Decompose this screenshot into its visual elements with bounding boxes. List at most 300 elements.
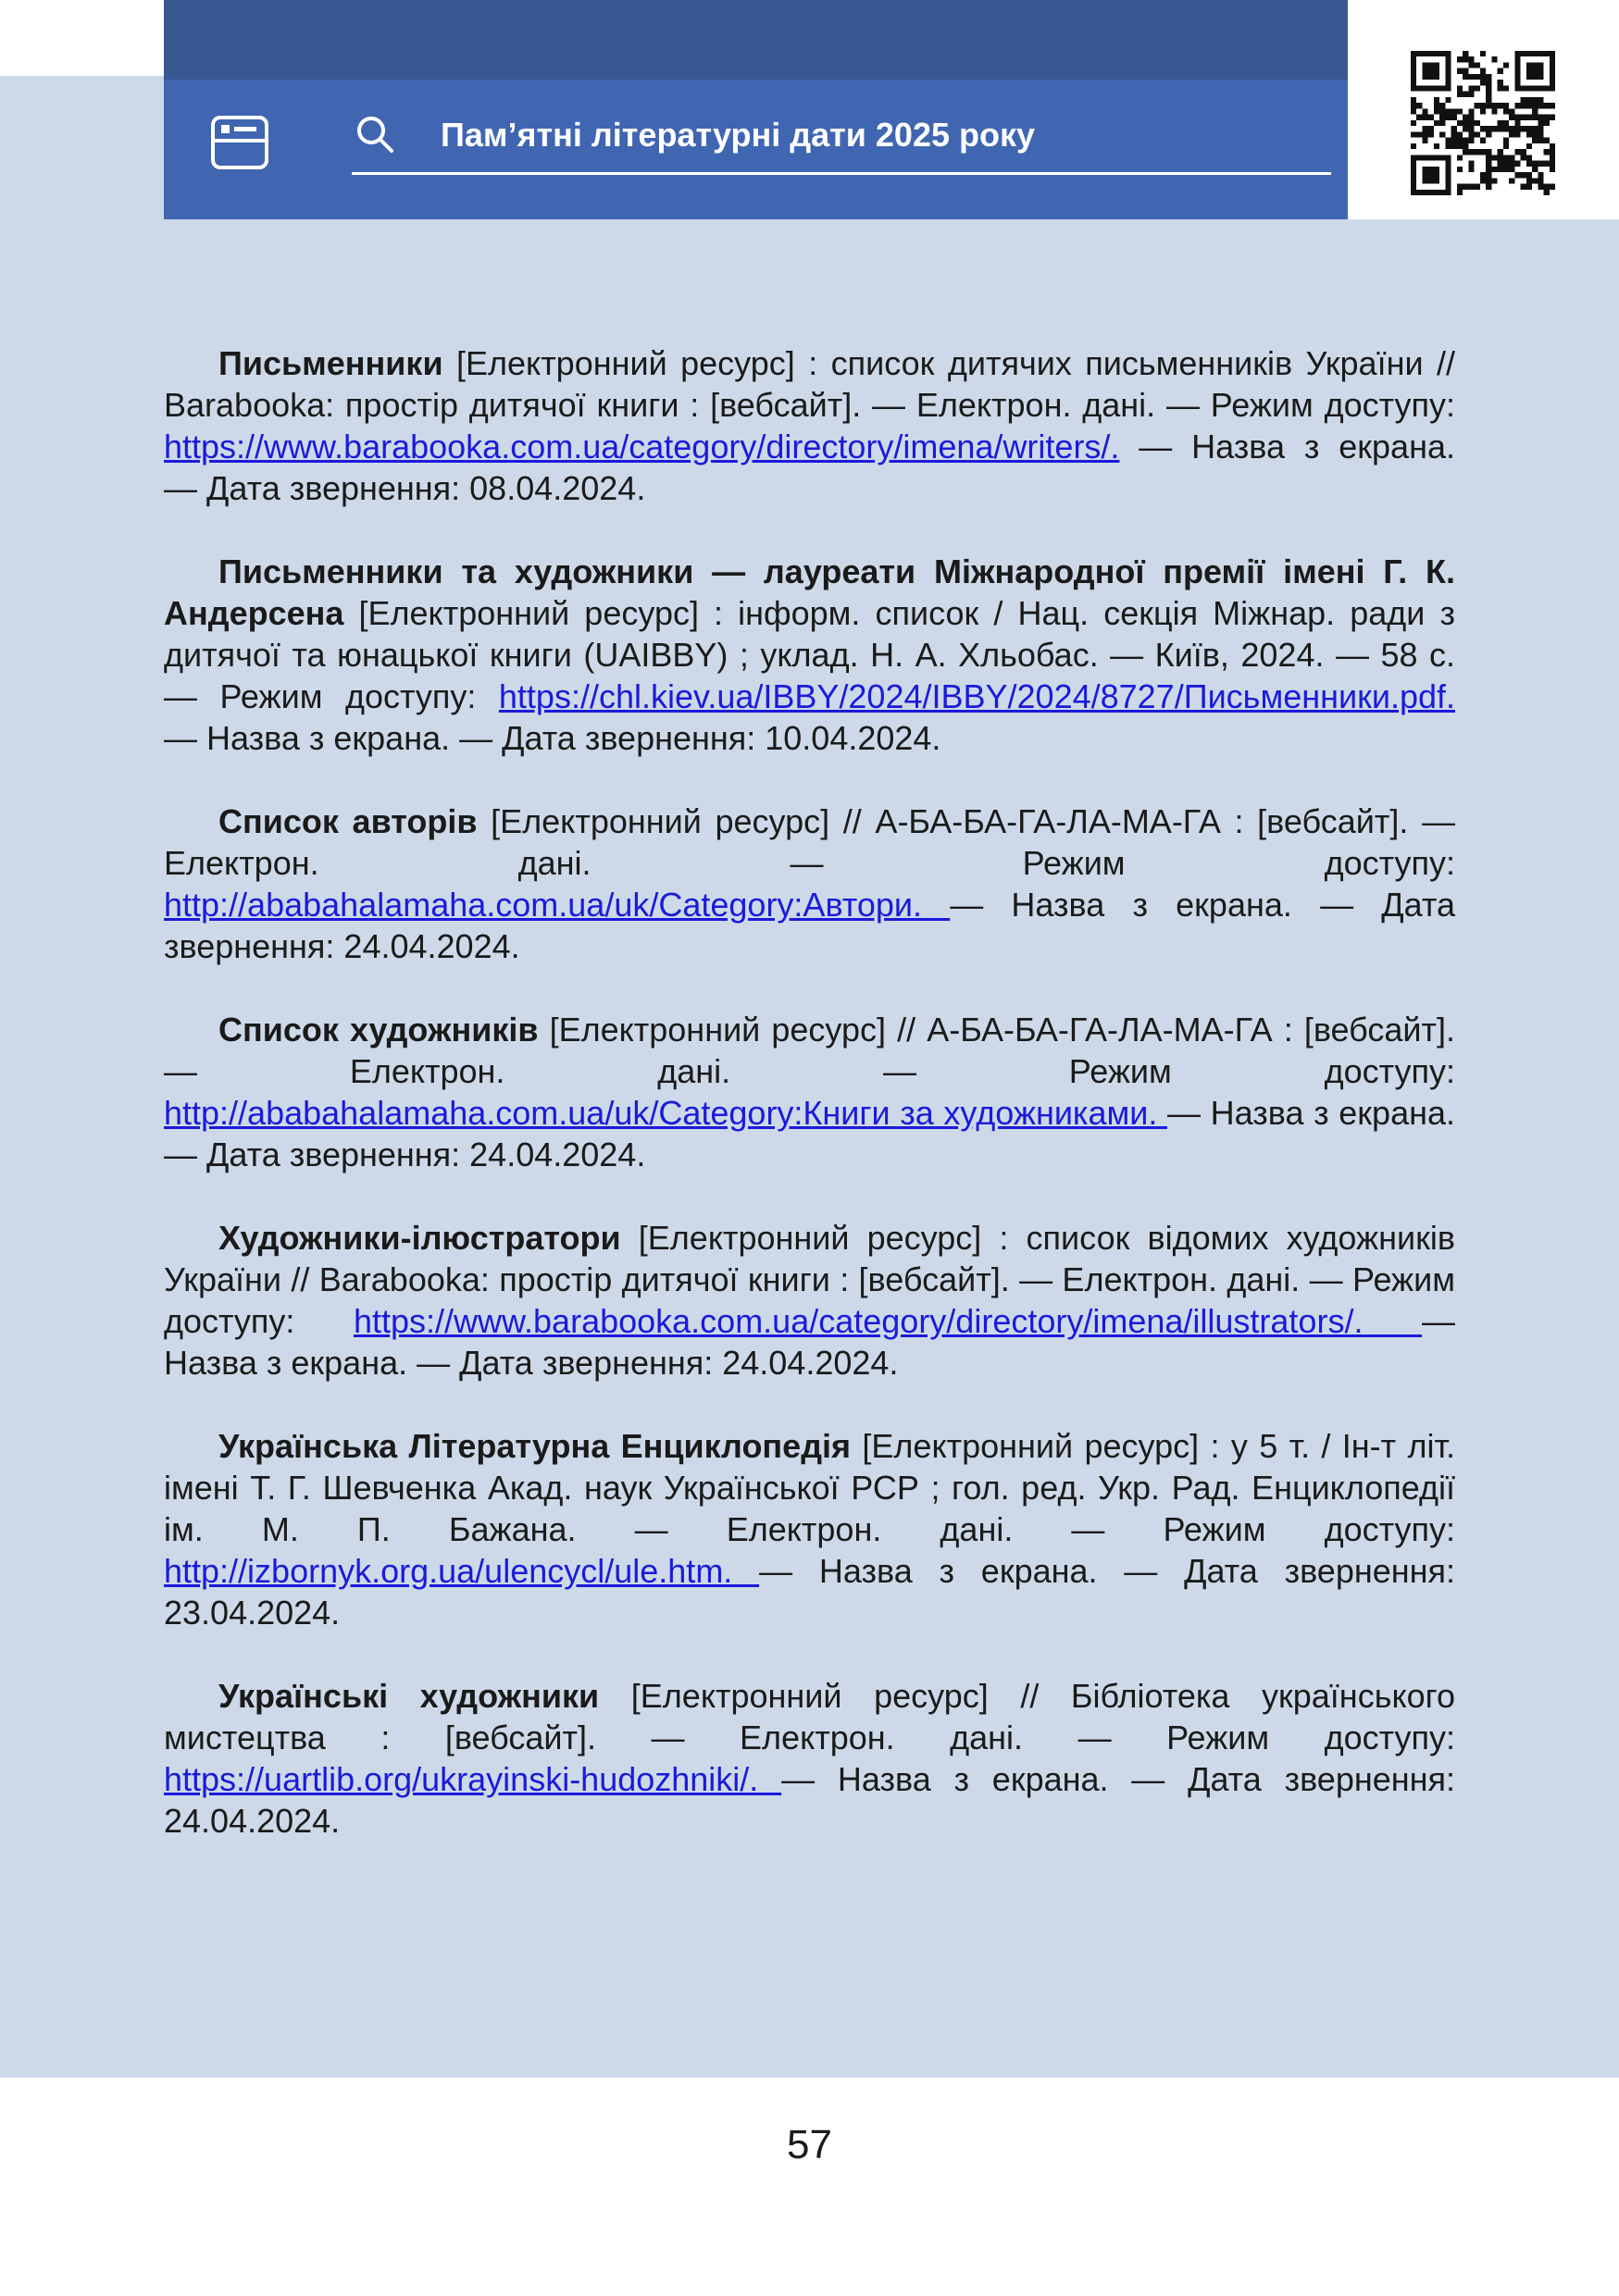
- qr-module: [1514, 56, 1520, 62]
- qr-module: [1532, 115, 1538, 120]
- qr-module: [1428, 131, 1434, 137]
- qr-module: [1521, 172, 1526, 178]
- qr-module: [1422, 172, 1427, 178]
- qr-module: [1457, 108, 1463, 114]
- qr-module: [1428, 85, 1434, 91]
- qr-module: [1538, 115, 1543, 120]
- qr-module: [1463, 120, 1468, 126]
- header-top-strip: [164, 0, 1348, 80]
- qr-module: [1526, 97, 1532, 103]
- qr-module: [1544, 161, 1550, 167]
- qr-module: [1468, 126, 1474, 131]
- qr-module: [1445, 56, 1451, 62]
- qr-module: [1457, 190, 1463, 195]
- qr-module: [1486, 97, 1491, 103]
- qr-module: [1498, 126, 1503, 131]
- entry-link[interactable]: https://chl.kiev.ua/IBBY/2024/IBBY/2024/8727/Письменники.pdf.: [498, 677, 1455, 715]
- qr-module: [1468, 161, 1474, 167]
- qr-module: [1439, 51, 1445, 56]
- qr-module: [1514, 62, 1520, 68]
- qr-module: [1514, 126, 1520, 131]
- qr-module: [1514, 68, 1520, 74]
- qr-module: [1544, 85, 1550, 91]
- entry-text: [Електронний ресурс] : список відомих художників України // Barabooka: простір дитячої книги : [вебсайт]. — Електрон. дані. — Режим доступу:: [164, 1219, 1455, 1340]
- qr-module: [1480, 80, 1486, 85]
- qr-module: [1550, 161, 1555, 167]
- qr-module: [1468, 92, 1474, 97]
- qr-module: [1503, 108, 1509, 114]
- qr-module: [1498, 103, 1503, 108]
- qr-module: [1498, 155, 1503, 160]
- qr-module: [1457, 138, 1463, 143]
- entry-link[interactable]: http://ababahalamaha.com.ua/uk/Category:Автори.: [164, 886, 951, 924]
- qr-module: [1445, 85, 1451, 91]
- qr-module: [1550, 115, 1555, 120]
- qr-module: [1514, 115, 1520, 120]
- qr-module: [1457, 155, 1463, 160]
- qr-module: [1503, 103, 1509, 108]
- qr-module: [1434, 51, 1439, 56]
- entry-link[interactable]: http://ababahalamaha.com.ua/uk/Category:Книги за художниками.: [164, 1094, 1167, 1132]
- qr-module: [1463, 149, 1468, 155]
- qr-module: [1521, 115, 1526, 120]
- qr-module: [1532, 138, 1538, 143]
- qr-module: [1526, 172, 1532, 178]
- qr-module: [1457, 184, 1463, 190]
- qr-module: [1411, 56, 1416, 62]
- entry-link[interactable]: https://www.barabooka.com.ua/category/directory/imena/writers/.: [164, 428, 1120, 465]
- qr-module: [1468, 138, 1474, 143]
- qr-module: [1416, 155, 1422, 160]
- qr-module: [1532, 103, 1538, 108]
- qr-module: [1422, 178, 1427, 183]
- qr-module: [1532, 85, 1538, 91]
- qr-module: [1411, 108, 1416, 114]
- qr-module: [1428, 51, 1434, 56]
- search-field[interactable]: [352, 109, 1331, 175]
- qr-module: [1550, 80, 1555, 85]
- qr-module: [1411, 85, 1416, 91]
- qr-module: [1526, 115, 1532, 120]
- qr-module: [1422, 108, 1427, 114]
- qr-module: [1428, 167, 1434, 172]
- qr-module: [1411, 97, 1416, 103]
- qr-module: [1480, 178, 1486, 183]
- qr-module: [1428, 62, 1434, 68]
- qr-module: [1538, 172, 1543, 178]
- qr-module: [1463, 56, 1468, 62]
- qr-module: [1521, 85, 1526, 91]
- qr-module: [1457, 92, 1463, 97]
- qr-module: [1422, 51, 1427, 56]
- qr-module: [1532, 68, 1538, 74]
- entry-text: — Назва з екрана. — Дата звернення: 23.04.2024.: [164, 1552, 1456, 1632]
- qr-module: [1468, 149, 1474, 155]
- qr-module: [1498, 149, 1503, 155]
- qr-module: [1498, 167, 1503, 172]
- entry-text: [Електронний ресурс] // А-БА-БА-ГА-ЛА-МА-ГА : [вебсайт]. — Електрон. дані. — Режим доступу:: [164, 1011, 1456, 1090]
- qr-module: [1538, 131, 1543, 137]
- qr-module: [1544, 149, 1550, 155]
- qr-module: [1526, 184, 1532, 190]
- qr-module: [1411, 131, 1416, 137]
- qr-code: [1411, 51, 1555, 195]
- qr-module: [1480, 126, 1486, 131]
- qr-module: [1475, 184, 1480, 190]
- qr-module: [1451, 143, 1457, 149]
- qr-module: [1468, 120, 1474, 126]
- qr-module: [1439, 190, 1445, 195]
- qr-module: [1480, 74, 1486, 80]
- entry-title: Художники-ілюстратори: [218, 1219, 621, 1257]
- qr-module: [1498, 161, 1503, 167]
- qr-module: [1503, 120, 1509, 126]
- list-item: [164, 1009, 1455, 1175]
- qr-module: [1491, 126, 1497, 131]
- qr-module: [1503, 138, 1509, 143]
- qr-module: [1532, 126, 1538, 131]
- qr-module: [1503, 167, 1509, 172]
- qr-module: [1544, 120, 1550, 126]
- qr-module: [1428, 126, 1434, 131]
- page-number: 57: [787, 2122, 832, 2167]
- qr-module: [1514, 103, 1520, 108]
- qr-module: [1521, 126, 1526, 131]
- entry-title: Список авторів: [218, 802, 478, 840]
- qr-module: [1422, 190, 1427, 195]
- qr-module: [1514, 80, 1520, 85]
- entry-title: Письменники та художники — лауреати Міжнародної премії імені Г. К. Андерсена: [164, 552, 1455, 632]
- qr-module: [1550, 155, 1555, 160]
- entry-link[interactable]: https://www.barabooka.com.ua/category/directory/imena/illustrators/.: [353, 1302, 1422, 1340]
- qr-module: [1439, 131, 1445, 137]
- qr-module: [1475, 74, 1480, 80]
- qr-module: [1521, 184, 1526, 190]
- qr-module: [1468, 85, 1474, 91]
- browser-window-icon: [210, 113, 269, 172]
- qr-module: [1468, 74, 1474, 80]
- qr-module: [1445, 80, 1451, 85]
- qr-module: [1538, 184, 1543, 190]
- entry-text: — Назва з екрана. — Дата звернення: 24.04.2024.: [164, 1302, 1455, 1382]
- qr-module: [1468, 131, 1474, 137]
- qr-module: [1538, 74, 1543, 80]
- qr-module: [1434, 108, 1439, 114]
- qr-module: [1491, 178, 1497, 183]
- qr-module: [1439, 155, 1445, 160]
- qr-module: [1526, 131, 1532, 137]
- qr-module: [1422, 62, 1427, 68]
- list-item: [164, 800, 1455, 967]
- qr-module: [1486, 74, 1491, 80]
- qr-module: [1445, 190, 1451, 195]
- qr-module: [1526, 178, 1532, 183]
- qr-module: [1514, 51, 1520, 56]
- qr-module: [1475, 62, 1480, 68]
- qr-module: [1445, 97, 1451, 103]
- entry-text: [Електронний ресурс] // Бібліотека українського мистецтва : [вебсайт]. — Електрон. дані. — Режим доступу:: [164, 1677, 1455, 1756]
- qr-module: [1439, 85, 1445, 91]
- qr-module: [1451, 108, 1457, 114]
- qr-module: [1475, 103, 1480, 108]
- qr-module: [1475, 85, 1480, 91]
- qr-module: [1509, 108, 1514, 114]
- qr-module: [1428, 190, 1434, 195]
- qr-module: [1544, 51, 1550, 56]
- entry-title: Українська Літературна Енциклопедія: [218, 1427, 852, 1465]
- qr-module: [1463, 138, 1468, 143]
- qr-module: [1486, 184, 1491, 190]
- qr-module: [1451, 126, 1457, 131]
- qr-module: [1439, 120, 1445, 126]
- list-item: [164, 1425, 1455, 1633]
- qr-module: [1550, 74, 1555, 80]
- qr-module: [1538, 62, 1543, 68]
- qr-module: [1445, 172, 1451, 178]
- qr-module: [1491, 56, 1497, 62]
- qr-module: [1532, 178, 1538, 183]
- qr-module: [1550, 68, 1555, 74]
- qr-module: [1498, 68, 1503, 74]
- qr-module: [1526, 155, 1532, 160]
- qr-module: [1521, 51, 1526, 56]
- qr-module: [1538, 178, 1543, 183]
- qr-module: [1411, 74, 1416, 80]
- qr-module: [1521, 149, 1526, 155]
- qr-module: [1445, 74, 1451, 80]
- qr-module: [1503, 161, 1509, 167]
- qr-module: [1475, 120, 1480, 126]
- qr-module: [1416, 131, 1422, 137]
- qr-module: [1514, 131, 1520, 137]
- qr-module: [1416, 103, 1422, 108]
- qr-module: [1532, 131, 1538, 137]
- qr-module: [1411, 80, 1416, 85]
- entry-text: [Електронний ресурс] : список дитячих письменників України // Barabooka: простір дитячої книги : [вебсайт]. — Електрон. дані. — Режим доступу:: [164, 344, 1455, 424]
- qr-module: [1428, 155, 1434, 160]
- qr-module: [1486, 92, 1491, 97]
- qr-module: [1550, 143, 1555, 149]
- qr-module: [1480, 108, 1486, 114]
- qr-module: [1503, 126, 1509, 131]
- qr-module: [1411, 68, 1416, 74]
- entry-link[interactable]: http://izbornyk.org.ua/ulencycl/ule.htm.: [164, 1552, 760, 1590]
- qr-module: [1422, 167, 1427, 172]
- qr-module: [1521, 97, 1526, 103]
- qr-module: [1434, 97, 1439, 103]
- qr-module: [1445, 178, 1451, 183]
- qr-module: [1416, 51, 1422, 56]
- qr-module: [1457, 85, 1463, 91]
- qr-module: [1509, 167, 1514, 172]
- qr-module: [1491, 108, 1497, 114]
- list-item: [164, 342, 1455, 509]
- qr-module: [1439, 115, 1445, 120]
- qr-module: [1532, 161, 1538, 167]
- qr-module: [1468, 62, 1474, 68]
- qr-module: [1486, 126, 1491, 131]
- qr-module: [1451, 115, 1457, 120]
- qr-module: [1463, 143, 1468, 149]
- qr-module: [1503, 85, 1509, 91]
- qr-module: [1532, 167, 1538, 172]
- qr-module: [1434, 85, 1439, 91]
- qr-module: [1498, 80, 1503, 85]
- qr-module: [1550, 103, 1555, 108]
- qr-module: [1422, 74, 1427, 80]
- qr-module: [1422, 131, 1427, 137]
- qr-module: [1445, 51, 1451, 56]
- qr-module: [1532, 97, 1538, 103]
- qr-module: [1411, 143, 1416, 149]
- qr-module: [1463, 115, 1468, 120]
- qr-module: [1480, 138, 1486, 143]
- qr-module: [1491, 103, 1497, 108]
- qr-module: [1468, 184, 1474, 190]
- qr-module: [1457, 68, 1463, 74]
- qr-module: [1550, 85, 1555, 91]
- qr-module: [1468, 115, 1474, 120]
- qr-module: [1486, 131, 1491, 137]
- qr-module: [1445, 161, 1451, 167]
- qr-module: [1422, 138, 1427, 143]
- entry-text: [Електронний ресурс] : у 5 т. / Ін-т літ. імені Т. Г. Шевченка Акад. наук Української РСР ; гол. ред. Укр. Рад. Енциклопедії ім. М. П. Бажана. — Електрон. дані. — Режим доступу:: [164, 1427, 1455, 1548]
- qr-module: [1538, 120, 1543, 126]
- qr-module: [1411, 103, 1416, 108]
- header-bar: [164, 0, 1348, 219]
- qr-module: [1526, 143, 1532, 149]
- qr-module: [1434, 167, 1439, 172]
- qr-module: [1526, 161, 1532, 167]
- qr-module: [1486, 178, 1491, 183]
- qr-module: [1468, 56, 1474, 62]
- qr-module: [1463, 184, 1468, 190]
- qr-module: [1428, 172, 1434, 178]
- qr-module: [1550, 56, 1555, 62]
- qr-module: [1428, 115, 1434, 120]
- qr-module: [1544, 184, 1550, 190]
- qr-module: [1445, 143, 1451, 149]
- qr-module: [1411, 155, 1416, 160]
- qr-module: [1538, 97, 1543, 103]
- qr-module: [1521, 103, 1526, 108]
- qr-module: [1463, 68, 1468, 74]
- qr-module: [1544, 190, 1550, 195]
- qr-module: [1538, 103, 1543, 108]
- qr-module: [1463, 74, 1468, 80]
- qr-module: [1532, 74, 1538, 80]
- qr-module: [1416, 115, 1422, 120]
- qr-module: [1416, 190, 1422, 195]
- qr-module: [1514, 161, 1520, 167]
- qr-module: [1532, 51, 1538, 56]
- qr-module: [1445, 115, 1451, 120]
- qr-module: [1468, 108, 1474, 114]
- qr-module: [1416, 85, 1422, 91]
- entry-title: Українські художники: [218, 1677, 600, 1715]
- qr-module: [1445, 62, 1451, 68]
- qr-module: [1445, 167, 1451, 172]
- qr-module: [1521, 155, 1526, 160]
- list-item: [164, 1217, 1455, 1384]
- qr-module: [1503, 143, 1509, 149]
- qr-module: [1434, 62, 1439, 68]
- qr-module: [1509, 178, 1514, 183]
- qr-module: [1514, 85, 1520, 91]
- qr-module: [1538, 51, 1543, 56]
- qr-module: [1526, 62, 1532, 68]
- qr-module: [1439, 108, 1445, 114]
- qr-module: [1475, 149, 1480, 155]
- qr-module: [1434, 103, 1439, 108]
- qr-module: [1550, 184, 1555, 190]
- qr-module: [1514, 149, 1520, 155]
- entry-text: [Електронний ресурс] : інформ. список / Нац. секція Міжнар. ради з дитячої та юнацької книги (UAIBBY) ; уклад. Н. А. Хльобас. — Київ, 2024. — 58 с. — Режим доступу:: [164, 594, 1455, 715]
- qr-module: [1514, 172, 1520, 178]
- qr-module: [1457, 167, 1463, 172]
- qr-module: [1486, 149, 1491, 155]
- qr-module: [1434, 74, 1439, 80]
- qr-module: [1486, 85, 1491, 91]
- qr-module: [1538, 68, 1543, 74]
- qr-module: [1550, 167, 1555, 172]
- qr-module: [1550, 51, 1555, 56]
- entry-text: — Назва з екрана. — Дата звернення: 10.04.2024.: [164, 719, 941, 757]
- qr-module: [1503, 155, 1509, 160]
- qr-module: [1498, 85, 1503, 91]
- qr-module: [1411, 178, 1416, 183]
- qr-module: [1538, 85, 1543, 91]
- qr-module: [1457, 120, 1463, 126]
- qr-module: [1544, 115, 1550, 120]
- qr-module: [1451, 138, 1457, 143]
- qr-module: [1526, 74, 1532, 80]
- qr-module: [1526, 68, 1532, 74]
- qr-module: [1486, 172, 1491, 178]
- bibliography-list: [164, 342, 1455, 1883]
- qr-module: [1544, 103, 1550, 108]
- qr-module: [1411, 51, 1416, 56]
- qr-module: [1538, 138, 1543, 143]
- qr-module: [1491, 167, 1497, 172]
- qr-module: [1411, 62, 1416, 68]
- qr-module: [1445, 138, 1451, 143]
- qr-module: [1434, 178, 1439, 183]
- search-icon: [355, 115, 394, 154]
- qr-module: [1411, 120, 1416, 126]
- qr-module: [1422, 68, 1427, 74]
- qr-module: [1475, 131, 1480, 137]
- qr-module: [1434, 155, 1439, 160]
- qr-module: [1526, 85, 1532, 91]
- qr-module: [1422, 85, 1427, 91]
- qr-module: [1434, 172, 1439, 178]
- entry-text: — Назва з екрана. — Дата звернення: 08.04.2024.: [164, 428, 1455, 507]
- qr-module: [1532, 108, 1538, 114]
- qr-module: [1514, 74, 1520, 80]
- list-item: [164, 1675, 1455, 1842]
- qr-module: [1486, 167, 1491, 172]
- qr-module: [1457, 131, 1463, 137]
- qr-module: [1486, 80, 1491, 85]
- qr-module: [1509, 115, 1514, 120]
- qr-module: [1411, 190, 1416, 195]
- qr-module: [1514, 120, 1520, 126]
- entry-link[interactable]: https://uartlib.org/ukrayinski-hudozhniki/.: [164, 1760, 782, 1798]
- qr-module: [1480, 68, 1486, 74]
- qr-module: [1428, 178, 1434, 183]
- qr-module: [1491, 155, 1497, 160]
